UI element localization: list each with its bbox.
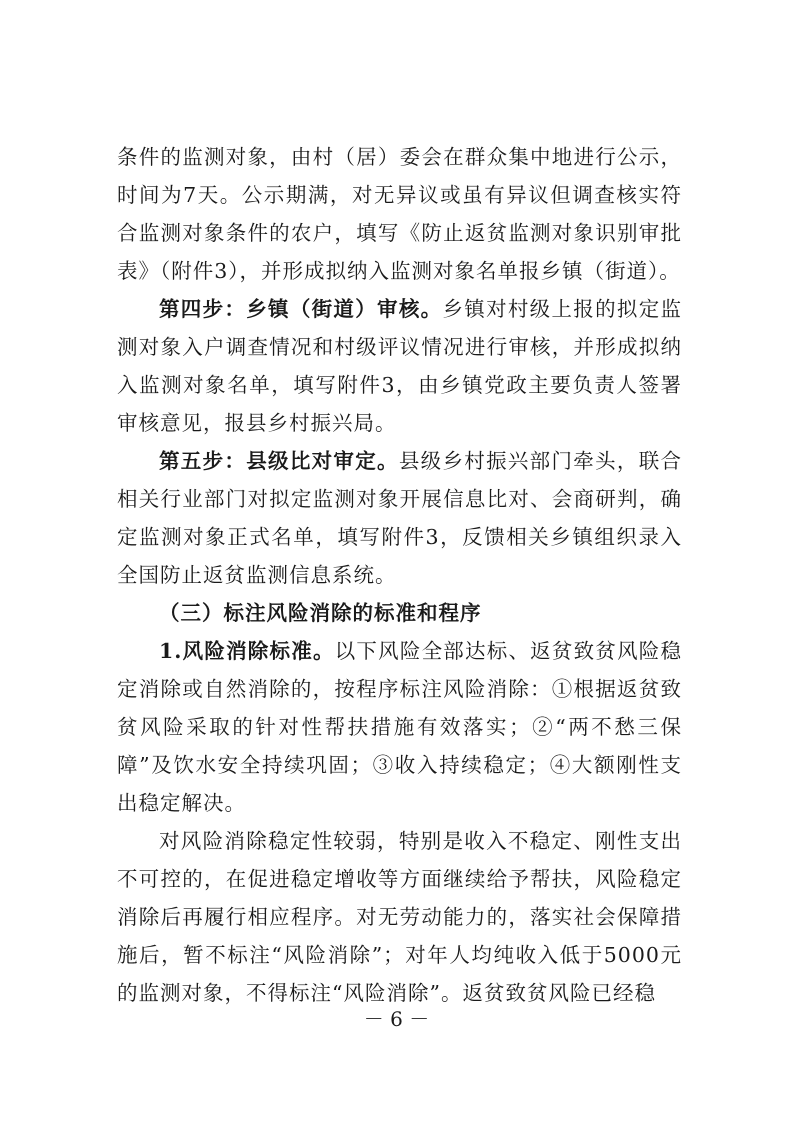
paragraph-lead: 第四步：乡镇（街道）审核。 [159, 297, 443, 321]
paragraph-text: 条件的监测对象，由村（居）委会在群众集中地进行公示，时间为7天。公示期满，对无异议或虽有异议但调查核实符合监测对象条件的农户，填写《防止返贫监测对象识别审批表》（附件3），并形成拟纳入监测对象名单报乡镇（街道）。 [117, 145, 682, 283]
paragraph-risk-stability [117, 822, 682, 1012]
paragraph-text: 对风险消除稳定性较弱，特别是收入不稳定、刚性支出不可控的，在促进稳定增收等方面继续给予帮扶，风险稳定消除后再履行相应程序。对无劳动能力的，落实社会保障措施后，暂不标注“风险消除”；对年人均纯收入低于5000元的监测对象，不得标注“风险消除”。返贫致贫风险已经稳 [117, 829, 682, 1005]
paragraph-step-five [117, 442, 682, 594]
paragraph-lead: 1.风险消除标准。 [159, 639, 335, 663]
paragraph-step-four [117, 290, 682, 442]
paragraph-text: 县级乡村振兴部门牵头，联合相关行业部门对拟定监测对象开展信息比对、会商研判，确定监测对象正式名单，填写附件3，反馈相关乡镇组织录入全国防止返贫监测信息系统。 [117, 449, 683, 587]
paragraph-text: 乡镇对村级上报的拟定监测对象入户调查情况和村级评议情况进行审核，并形成拟纳入监测对象名单，填写附件3，由乡镇党政主要负责人签署审核意见，报县乡村振兴局。 [117, 297, 683, 435]
document-body [117, 138, 682, 1012]
paragraph-continuation [117, 138, 682, 290]
section-heading [117, 594, 682, 632]
section-heading-text: （三）标注风险消除的标准和程序 [159, 601, 482, 625]
paragraph-lead: 第五步：县级比对审定。 [159, 449, 399, 473]
paragraph-risk-standard [117, 632, 682, 822]
page-number: － 6 － [363, 1007, 430, 1031]
paragraph-text: 以下风险全部达标、返贫致贫风险稳定消除或自然消除的，按程序标注风险消除：①根据返贫致贫风险采取的针对性帮扶措施有效落实；②“两不愁三保障”及饮水安全持续巩固；③收入持续稳定；④大额刚性支出稳定解决。 [117, 639, 683, 815]
